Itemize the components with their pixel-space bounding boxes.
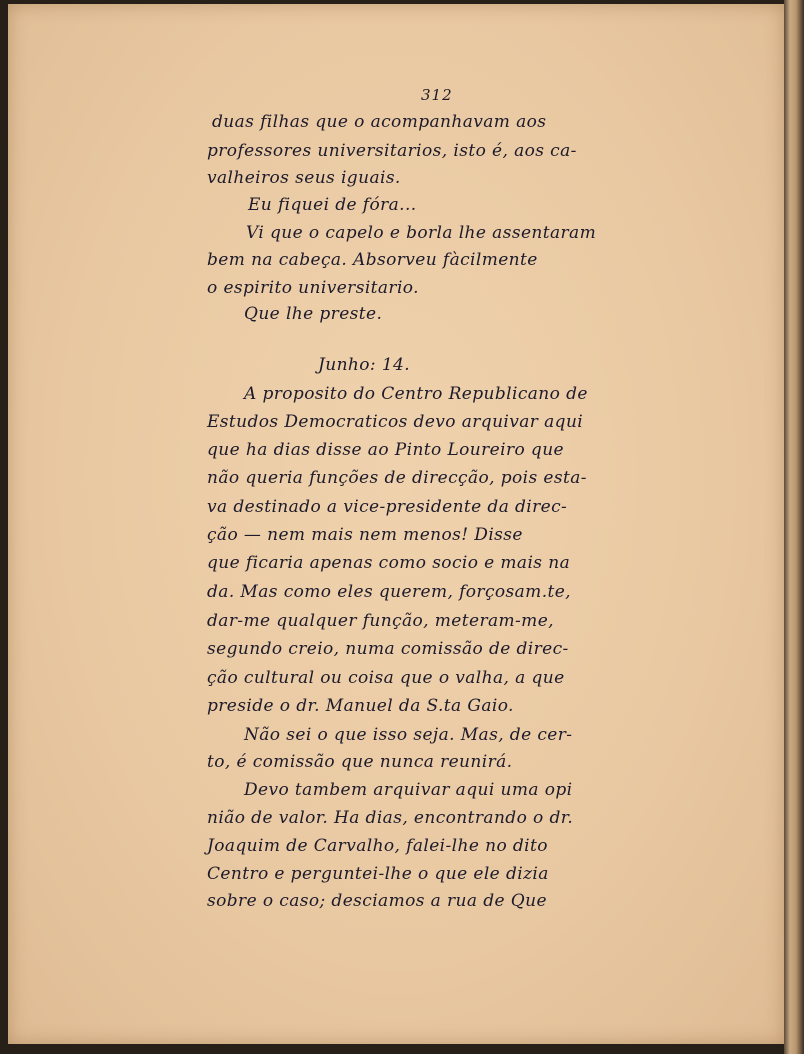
text-line: bem na cabeça. Absorveu fàcilmente	[207, 250, 538, 270]
text-line: to, é comissão que nunca reunirá.	[207, 752, 513, 772]
text-line: dar-me qualquer função, meteram-me,	[207, 611, 554, 631]
text-line: Centro e perguntei-lhe o que ele dizia	[207, 864, 549, 884]
text-line: o espirito universitario.	[207, 278, 419, 298]
text-line: da. Mas como eles querem, forçosam.te,	[207, 582, 571, 602]
text-line: segundo creio, numa comissão de direc-	[207, 639, 569, 659]
text-line: Vi que o capelo e borla lhe assentaram	[246, 223, 597, 243]
text-line: não queria funções de direcção, pois esta-	[207, 468, 587, 488]
text-line: professores universitarios, isto é, aos ca-	[207, 141, 577, 161]
text-line: va destinado a vice-presidente da direc-	[207, 497, 568, 517]
text-line: Que lhe preste.	[244, 304, 383, 324]
text-line-content: A proposito do Centro Republicano de	[244, 384, 588, 404]
text-line: Eu fiquei de fóra...	[248, 195, 417, 215]
text-line: preside o dr. Manuel da S.ta Gaio.	[207, 696, 514, 716]
page-number: 312	[421, 86, 453, 104]
text-line	[244, 384, 588, 404]
text-line: sobre o caso; desciamos a rua de Que	[207, 891, 547, 911]
text-line: que ha dias disse ao Pinto Loureiro que	[207, 440, 565, 460]
text-line: ção — nem mais nem menos! Disse	[207, 525, 523, 545]
text-line: Joaquim de Carvalho, falei-lhe no dito	[207, 836, 548, 856]
text-line: Devo tambem arquivar aqui uma opi	[244, 780, 573, 800]
text-line: duas filhas que o acompanhavam aos	[212, 112, 547, 132]
date-heading: Junho: 14.	[318, 355, 411, 375]
text-line: ção cultural ou coisa que o valha, a que	[207, 668, 565, 688]
text-line: Estudos Democraticos devo arquivar aqui	[207, 412, 584, 432]
book-edge	[784, 0, 804, 1054]
text-line: que ficaria apenas como socio e mais na	[207, 553, 571, 573]
text-line: nião de valor. Ha dias, encontrando o dr.	[207, 808, 574, 828]
text-line: Não sei o que isso seja. Mas, de cer-	[244, 725, 573, 745]
text-line: valheiros seus iguais.	[207, 168, 401, 188]
